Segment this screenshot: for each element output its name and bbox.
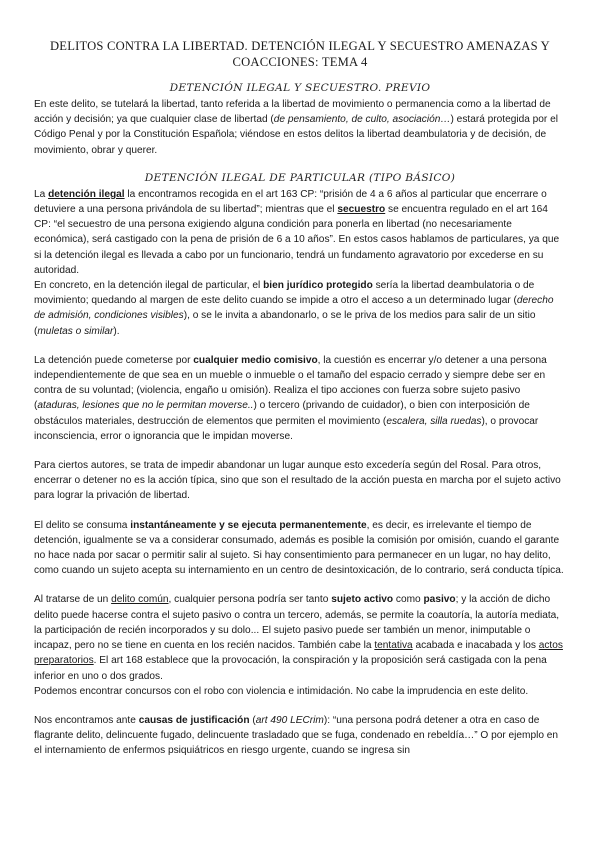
text: ) o tercero (privando de cuidador), o bien con interposición de obstáculos materiales, destrucción de elementos que permiten el movimiento ( (34, 400, 530, 427)
term-secuestro: secuestro (337, 204, 386, 216)
text: ( (249, 714, 256, 726)
term-tentativa: tentativa (374, 640, 413, 652)
text: , cualquier persona podría ser tanto (168, 594, 332, 606)
text: Al tratarse de un (34, 594, 112, 606)
paragraph-bien-juridico (34, 278, 566, 339)
term-detencion-ilegal: detención ilegal (48, 188, 125, 200)
text: El delito se consuma (34, 519, 131, 531)
term-actos-preparatorios: actos preparatorios (34, 640, 563, 667)
text: acabada e inacabada y los (412, 640, 539, 652)
text: La (34, 188, 49, 200)
document-title: DELITOS CONTRA LA LIBERTAD. DETENCIÓN ILEGAL Y SECUESTRO AMENAZAS Y COACCIONES: TEMA 4 (50, 39, 550, 69)
text: En este delito, se tutelará la libertad, tanto referida a la libertad de movimiento o permanencia como a la libertad de acción y decisión; ya que cualquier clase de libertad ( (34, 99, 551, 126)
paragraph-medio-comisivo (34, 353, 566, 444)
italic-text: ataduras, lesiones que no le permitan moverse.. (37, 400, 254, 412)
term-bien-juridico: bien jurídico protegido (263, 280, 373, 292)
term-sujeto-activo: sujeto activo (331, 594, 394, 606)
italic-text: muletas o similar (37, 325, 114, 337)
term-pasivo: pasivo (423, 594, 456, 606)
text: ), o provocar inconsciencia, error o ignorancia que le impidan moverse. (34, 415, 539, 442)
text: , la cuestión es encerrar y/o detener a una persona independientemente de que sea en un mueble o inmueble o el tamaño del espacio cerrado y siempre debe ser en contra de su voluntad; (violencia, engaño u omisión). Realiza el tipo acciones con fuerza sobre sujeto pasivo ( (34, 354, 547, 412)
term-causas-justificacion: causas de justificación (138, 714, 250, 726)
text: ) estará protegida por el Código Penal y por la Constitución Española; viéndose en estos delitos la libertad deambulatoria y de decisión, de movimiento, obrar y querer. (34, 114, 558, 156)
text: la encontramos recogida en el art 163 CP: “prisión de 4 a 6 años al particular que encerrare o detuviere a una persona privándola de su libertad”; mientras que el (34, 188, 547, 216)
section-heading-particular: DETENCIÓN ILEGAL DE PARTICULAR (TIPO BÁSICO) (144, 171, 456, 184)
text: ; y la acción de dicho delito puede hacerse contra el sujeto pasivo o contra un tercero, además, se permite la coautoría, la autoría mediata, la participación de recién incorporados y su dolo... El sujeto pasivo puede ser también un menor, inimputable o incapaz, pero no se tiene en cuenta en los recién nacidos. También cabe la (34, 594, 560, 652)
text: se encuentra regulado en el art 164 CP: “el secuestro de una persona exigiendo alguna condición para ponerla en libertad (no necesariamente económica), será castigado con la pena de prisión de 6 a 10 años”. En estos casos hablamos de particulares, ya que si la detención ilegal es llevada a cabo por un funcionario, tendrá un fundamento agravatorio por excederse en su autoridad. (34, 204, 560, 276)
text: La detención puede cometerse por (34, 354, 194, 366)
text: En concreto, en la detención ilegal de particular, el (34, 280, 264, 292)
paragraph-autores: Para ciertos autores, se trata de impedir abandonar un lugar aunque esto excedería según del Rosal. Para otros, encerrar o detener no es la acción típica, sino que son el resultado de la acción puesta en marcha por el sujeto activo para lograr la privación de libertad. (34, 460, 561, 502)
text: ). (113, 325, 120, 337)
text: ), o se le invita a abandonarlo, o se le priva de los medios para salir de un sitio ( (34, 310, 536, 337)
paragraph-justificacion (34, 713, 566, 759)
text: sería la libertad deambulatoria o de movimiento; quedando al margen de este delito cuando se impide a otro el acceso a un determinado lugar ( (34, 280, 535, 307)
text: ): “una persona podrá detener a otra en caso de flagrante delito, delincuente fugado, delincuente trasladado que se fuga, condenado en rebeldía…” O por ejemplo en el internamiento de enfermos psiquiátricos en riesgo urgente, cuando se ingresa sin (34, 714, 559, 757)
paragraph-consumacion (34, 518, 566, 579)
text: , es decir, es irrelevante el tiempo de detención, igualmente se va a considerar consumado, además es posible la comisión por omisión, cuando el garante no hace nada por sacar o permitir salir al sujeto. Si hay consentimiento para permanecer en un lugar, no hay delito, como cuando un sujeto acepta su internamiento en un centro de desintoxicación, de lo contrario, será conducta típica. (34, 519, 564, 577)
section-heading-previo: DETENCIÓN ILEGAL Y SECUESTRO. PREVIO (169, 82, 431, 94)
text: Nos encontramos ante (34, 714, 139, 726)
italic-text: escalera, silla ruedas (386, 415, 482, 427)
italic-text: derecho de admisión, condiciones visibles (34, 295, 554, 322)
italic-text: de pensamiento, de culto, asociación… (273, 114, 451, 126)
paragraph-sujetos (34, 592, 566, 683)
text: . El art 168 establece que la provocación, la conspiración y la proposición será castigada con la pena inferior en uno o dos grados. (34, 655, 547, 682)
paragraph-definition (34, 187, 566, 278)
intro-paragraph (34, 97, 566, 158)
paragraph-concursos: Podemos encontrar concursos con el robo con violencia e intimidación. No cabe la imprudencia en este delito. (34, 685, 529, 697)
italic-text: art 490 LECrim (255, 714, 324, 726)
term-medio-comisivo: cualquier medio comisivo (193, 354, 318, 366)
term-consumacion: instantáneamente y se ejecuta permanentemente (130, 519, 367, 531)
text: como (393, 594, 424, 606)
term-delito-comun: delito común (111, 594, 169, 606)
